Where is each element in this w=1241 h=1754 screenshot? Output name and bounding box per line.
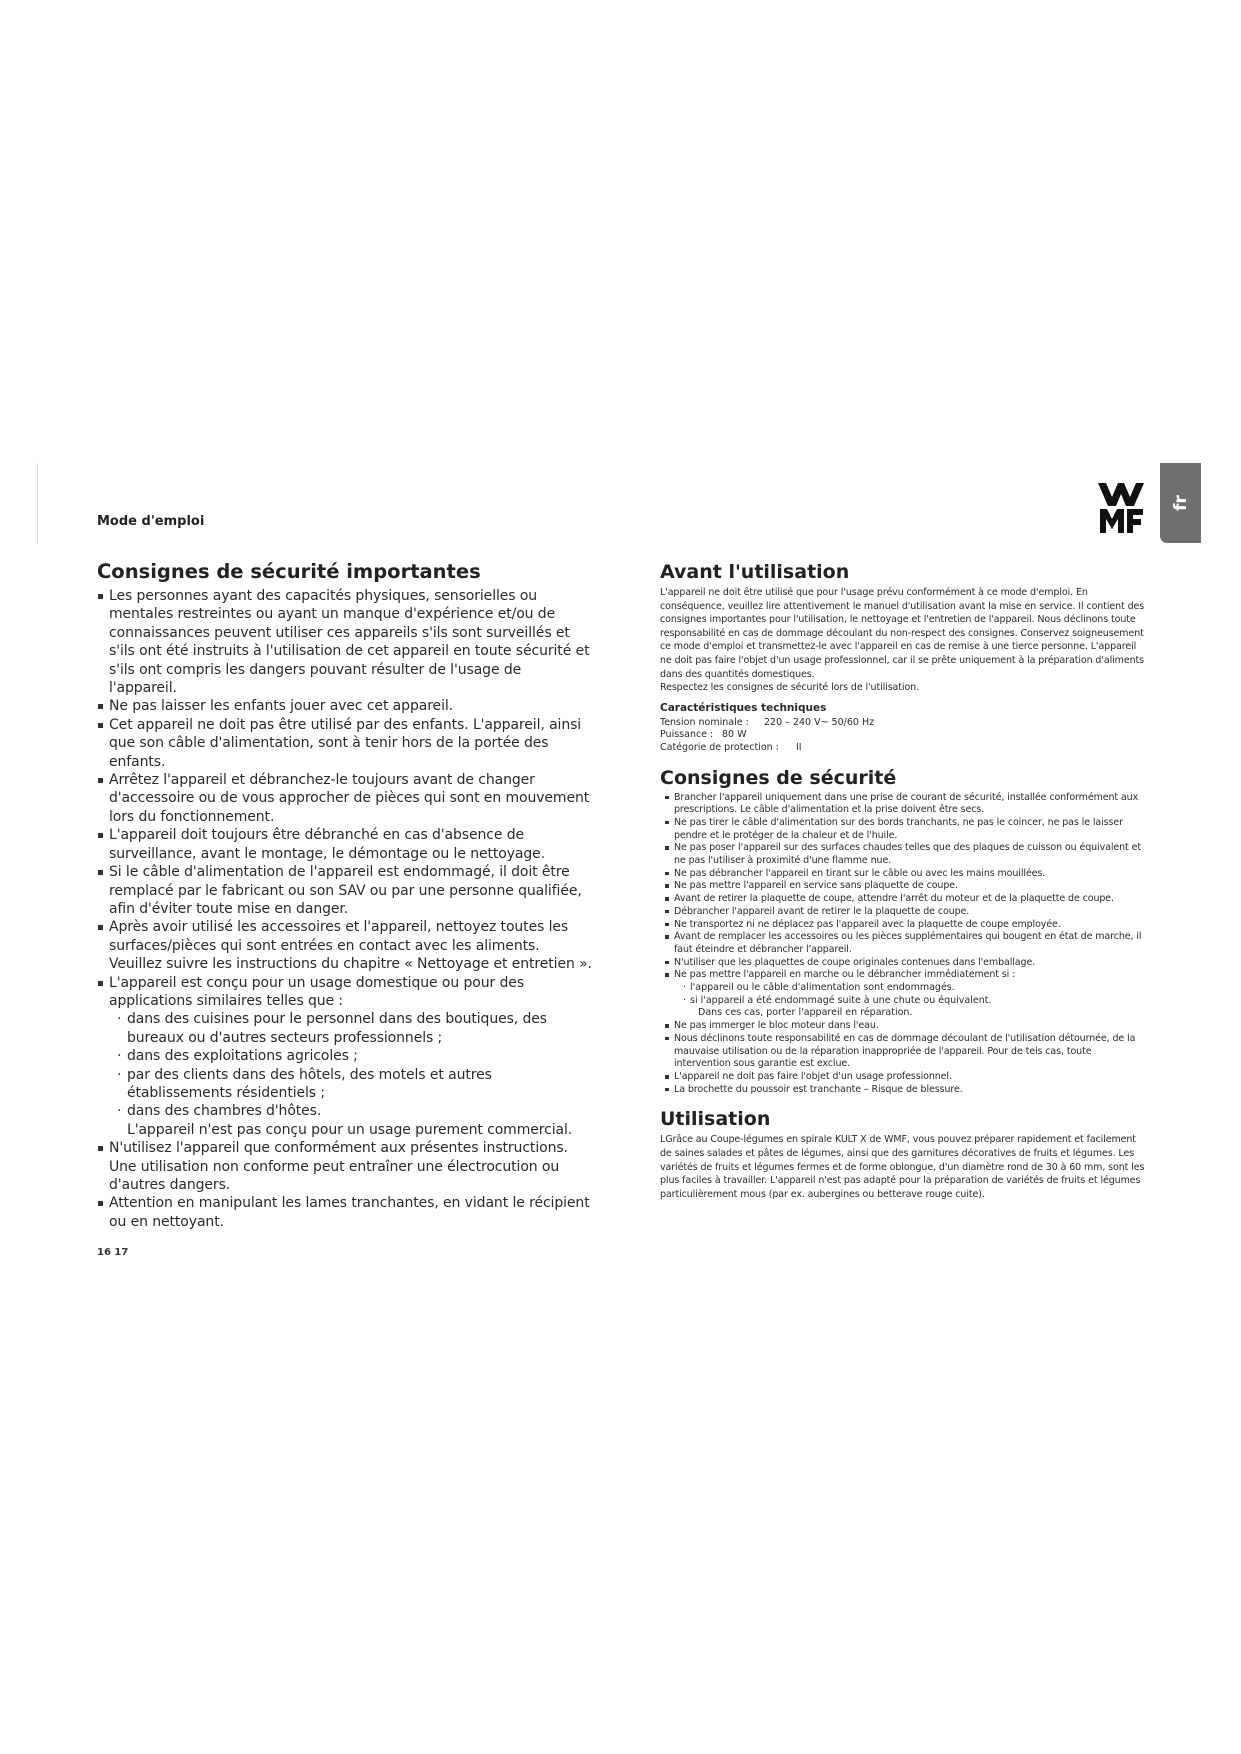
spec-value: II — [796, 741, 802, 753]
sub-list-item: · dans des chambres d'hôtes. — [109, 1102, 593, 1120]
list-item: L'appareil ne doit pas faire l'objet d'un usage professionnel. — [660, 1071, 1148, 1084]
list-item-text: L'appareil est conçu pour un usage domestique ou pour des applications similaires telles que : — [109, 974, 525, 1009]
list-item: Ne pas poser l'appareil sur des surfaces chaudes telles que des plaques de cuisson ou équivalent et ne pas l'utiliser à proximité d'une flamme nue. — [660, 842, 1148, 867]
sub-note: L'appareil n'est pas conçu pour un usage purement commercial. — [127, 1121, 573, 1138]
list-item: Ne pas mettre l'appareil en marche ou le débrancher immédiatement si : — [660, 969, 1148, 982]
sub-list-item: · dans des cuisines pour le personnel dans des boutiques, des bureaux ou d'autres secteurs professionnels ; — [109, 1010, 593, 1047]
list-item: N'utilisez l'appareil que conformément aux présentes instructions. Une utilisation non conforme peut entraîner une électrocution ou d'autres dangers. — [97, 1139, 593, 1194]
list-item: Brancher l'appareil uniquement dans une prise de courant de sécurité, installée conformément aux prescriptions. Le câble d'alimentation et la prise doivent être secs. — [660, 792, 1148, 817]
list-item: La brochette du poussoir est tranchante – Risque de blessure. — [660, 1084, 1148, 1097]
use-text: LGrâce au Coupe-légumes en spirale KULT X de WMF, vous pouvez préparer rapidement et facilement de saines salades et pâtes de légumes, ainsi que des garnitures décoratives de fruits et légumes. Les variétés de fruits et légumes fermes et de forme oblongue, d'un diamètre rond de 30 à 60 mm, sont les plus faciles à travailler. L'appareil n'est pas adapté pour la préparation de variétés de fruits et légumes particulièrement mous (par ex. aubergines ou betterave rouge cuite). — [660, 1134, 1145, 1200]
safety-list-continued — [660, 1020, 1148, 1096]
list-item: Ne pas laisser les enfants jouer avec cet appareil. — [97, 697, 593, 715]
spec-label: Catégorie de protection : — [660, 741, 779, 753]
spec-value: 80 W — [722, 729, 747, 741]
list-item: Avant de remplacer les accessoires ou les pièces supplémentaires qui bougent en état de marche, il faut éteindre et débrancher l'appareil. — [660, 931, 1148, 956]
spec-value: 220 – 240 V~ 50/60 Hz — [764, 716, 875, 728]
page-header-title: Mode d'emploi — [97, 514, 205, 529]
list-item: Avant de retirer la plaquette de coupe, attendre l'arrêt du moteur et de la plaquette de coupe. — [660, 893, 1148, 906]
list-item: Débrancher l'appareil avant de retirer le la plaquette de coupe. — [660, 906, 1148, 919]
list-item: Attention en manipulant les lames tranchantes, en vidant le récipient ou en nettoyant. — [97, 1194, 593, 1231]
list-item: Ne pas débrancher l'appareil en tirant sur le câble ou avec les mains mouillées. — [660, 868, 1148, 881]
list-item: Nous déclinons toute responsabilité en cas de dommage découlant de l'utilisation détournée, de la mauvaise utilisation ou de la réparation inappropriée de l'appareil. Pour de tels cas, toute intervention sous garantie est exclue. — [660, 1033, 1148, 1071]
safety-sub-list — [660, 982, 1148, 1007]
page-numbers: 16 17 — [97, 1247, 129, 1258]
before-use-text-2: Respectez les consignes de sécurité lors de l'utilisation. — [660, 682, 919, 694]
list-item: N'utiliser que les plaquettes de coupe originales contenues dans l'emballage. — [660, 957, 1148, 970]
list-item: Arrêtez l'appareil et débranchez-le toujours avant de changer d'accessoire ou de vous approcher de pièces qui sont en mouvement lors du fonctionnement. — [97, 771, 593, 826]
important-safety-list — [97, 587, 593, 1231]
spec-row — [660, 717, 1148, 730]
language-tab-label: fr — [1170, 495, 1191, 511]
sub-note: Dans ces cas, porter l'appareil en réparation. — [698, 1007, 913, 1019]
section-title-before-use: Avant l'utilisation — [660, 561, 850, 583]
section-title-important-safety: Consignes de sécurité importantes — [97, 560, 481, 583]
section-title-safety: Consignes de sécurité — [660, 766, 897, 789]
binding-line — [37, 463, 38, 543]
list-item: Les personnes ayant des capacités physiques, sensorielles ou mentales restreintes ou ayant un manque d'expérience et/ou de connaissances peuvent utiliser ces appareils s'ils sont surveillés et s'ils ont été instruits à l'utilisation de cet appareil en toute sécurité et s'ils ont compris les dangers pouvant résulter de l'usage de l'appareil. — [97, 587, 593, 697]
sub-list-item: · si l'appareil a été endommagé suite à une chute ou équivalent. — [660, 995, 1148, 1008]
right-column — [660, 561, 1148, 1201]
section-title-use: Utilisation — [660, 1108, 771, 1131]
list-item: Ne pas tirer le câble d'alimentation sur des bords tranchants, ne pas le coincer, ne pas le laisser pendre et le protéger de la chaleur et de l'huile. — [660, 817, 1148, 842]
list-item: Ne transportez ni ne déplacez pas l'appareil avec la plaquette de coupe employée. — [660, 919, 1148, 932]
safety-list — [660, 792, 1148, 983]
list-item: L'appareil doit toujours être débranché en cas d'absence de surveillance, avant le montage, le démontage ou le nettoyage. — [97, 826, 593, 863]
sub-list — [109, 1010, 593, 1120]
list-item: Après avoir utilisé les accessoires et l'appareil, nettoyez toutes les surfaces/pièces qui sont entrées en contact avec les aliments. Veuillez suivre les instructions du chapitre « Nettoyage et entretien ». — [97, 918, 593, 973]
spec-label: Tension nominale : — [660, 716, 749, 728]
sub-list-item: · l'appareil ou le câble d'alimentation sont endommagés. — [660, 982, 1148, 995]
spec-label: Puissance : — [660, 729, 714, 741]
sub-list-item: · dans des exploitations agricoles ; — [109, 1047, 593, 1065]
before-use-text: L'appareil ne doit être utilisé que pour l'usage prévu conformément à ce mode d'emploi. En conséquence, veuillez lire attentivement le manuel d'utilisation avant la mise en service. Il contient des consignes importantes pour l'utilisation, le nettoyage et l'entretien de l'appareil. Nous déclinons toute responsabilité en cas de dommage découlant du non-respect des consignes. Conservez soigneusement ce mode d'emploi et transmettez-le avec l'appareil en cas de remise à une tierce personne. L'appareil ne doit pas faire l'objet d'un usage professionnel, car il se prête uniquement à la préparation d'aliments dans des quantités domestiques. — [660, 587, 1145, 680]
wmf-logo — [1097, 480, 1145, 538]
list-item: Si le câble d'alimentation de l'appareil est endommagé, il doit être remplacé par le fabricant ou son SAV ou par une personne qualifiée, afin d'éviter toute mise en danger. — [97, 863, 593, 918]
list-item — [97, 974, 593, 1140]
spec-row — [660, 742, 1148, 755]
list-item: Cet appareil ne doit pas être utilisé par des enfants. L'appareil, ainsi que son câble d'alimentation, sont à tenir hors de la portée des enfants. — [97, 716, 593, 771]
list-item: Ne pas immerger le bloc moteur dans l'eau. — [660, 1020, 1148, 1033]
language-tab[interactable] — [1160, 463, 1201, 543]
left-column — [97, 560, 593, 1231]
spec-row — [660, 729, 1148, 742]
list-item: Ne pas mettre l'appareil en service sans plaquette de coupe. — [660, 880, 1148, 893]
sub-list-item: · par des clients dans des hôtels, des motels et autres établissements résidentiels ; — [109, 1066, 593, 1103]
specs-title: Caractéristiques techniques — [660, 701, 827, 714]
